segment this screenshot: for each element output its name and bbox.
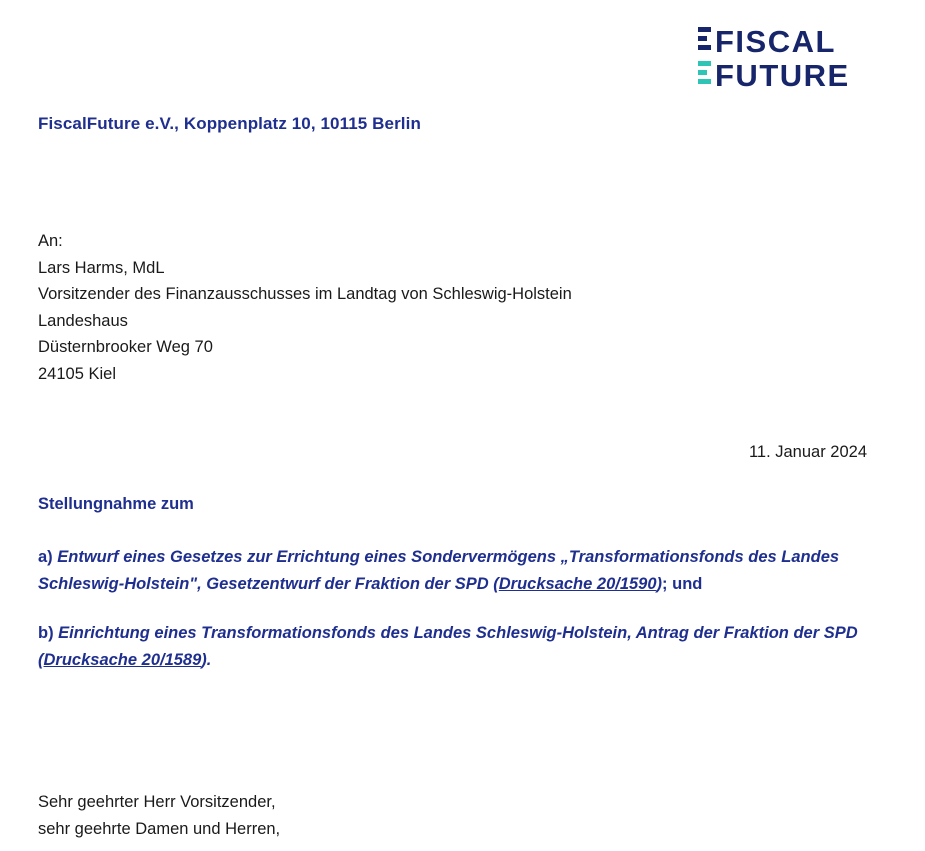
subject-item-b-tail: . bbox=[206, 651, 212, 669]
subject-item-b bbox=[38, 620, 867, 674]
letter-date: 11. Januar 2024 bbox=[748, 443, 867, 461]
address-line-5: 24105 Kiel bbox=[38, 364, 116, 383]
svg-text:FISCAL: FISCAL bbox=[715, 24, 836, 59]
svg-text:FUTURE: FUTURE bbox=[715, 58, 850, 92]
subject-heading: Stellungnahme zum bbox=[38, 495, 194, 513]
subject-item-a-marker: a) bbox=[38, 548, 53, 566]
salutation-line-2: sehr geehrte Damen und Herren, bbox=[38, 819, 281, 838]
subject-item-a bbox=[38, 544, 867, 598]
address-line-2: Vorsitzender des Finanzausschusses im Landtag von Schleswig-Holstein bbox=[38, 285, 572, 303]
fiscalfuture-logo bbox=[698, 22, 873, 92]
address-line-3: Landeshaus bbox=[38, 311, 128, 330]
subject-item-a-link[interactable]: Drucksache 20/1590 bbox=[498, 575, 657, 593]
address-label: An: bbox=[38, 232, 63, 250]
recipient-address-block bbox=[38, 228, 572, 387]
salutation-line-1: Sehr geehrter Herr Vorsitzender, bbox=[38, 793, 276, 811]
salutation-block bbox=[38, 789, 280, 842]
sender-line: FiscalFuture e.V., Koppenplatz 10, 10115 Berlin bbox=[38, 114, 421, 133]
address-line-4: Düsternbrooker Weg 70 bbox=[38, 338, 213, 356]
subject-item-b-marker: b) bbox=[38, 624, 54, 642]
subject-item-a-tail: ; und bbox=[662, 575, 703, 593]
address-line-1: Lars Harms, MdL bbox=[38, 258, 165, 277]
subject-item-b-text-after: ) bbox=[201, 651, 207, 669]
subject-item-b-text: Einrichtung eines Transformationsfonds des Landes Schleswig-Holstein, Antrag der Fraktion der SPD ( bbox=[38, 624, 858, 669]
subject-item-b-link[interactable]: Drucksache 20/1589 bbox=[43, 651, 202, 669]
subject-block bbox=[38, 495, 867, 674]
subject-item-a-text-after: ) bbox=[656, 575, 663, 593]
subject-item-a-text: Entwurf eines Gesetzes zur Errichtung eines Sondervermögens „Transformationsfonds des Landes Schleswig-Holstein", Gesetzentwurf der Fraktion der SPD ( bbox=[38, 548, 840, 593]
